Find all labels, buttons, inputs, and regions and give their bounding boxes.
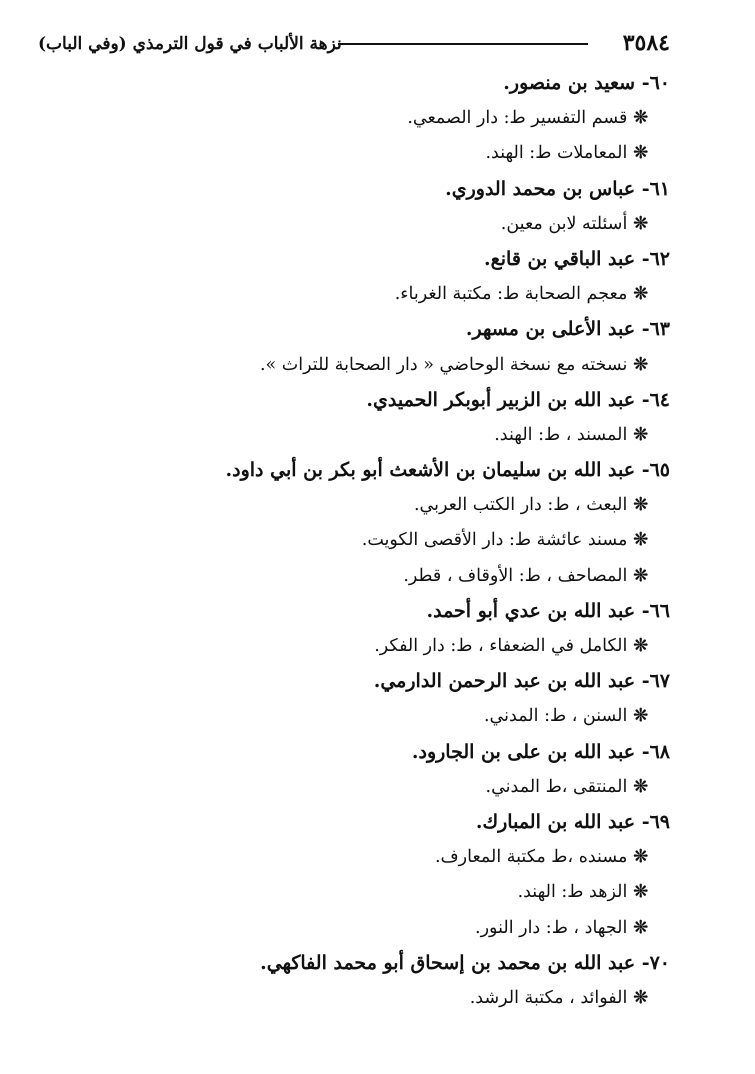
bullet-star-icon: ❊ [633,565,648,586]
book-title: الفوائد ، مكتبة الرشد. [469,987,628,1008]
book-title: نسخته مع نسخة الوحاضي « دار الصحابة للتراث ». [259,354,628,375]
author-entry [38,172,670,207]
page-header [38,28,670,62]
book-item [38,348,670,383]
entry-number: ٦٠- [641,72,670,94]
book-title: مسنده ،ط مكتبة المعارف. [434,847,628,868]
book-title: مسند عائشة ط: دار الأقصى الكويت. [361,530,628,551]
book-item [38,875,670,910]
entry-number: ٦٥- [641,459,670,482]
author-entry [38,664,670,699]
book-title: السنن ، ط: المدني. [483,706,628,727]
bullet-star-icon: ❊ [633,213,648,234]
author-entry [38,805,670,840]
book-item [38,911,670,946]
bullet-star-icon: ❊ [633,987,648,1008]
book-title: أسئلته لابن معين. [500,213,628,234]
header-rule [338,43,588,45]
book-title: الزهد ط: الهند. [517,882,628,903]
bullet-star-icon: ❊ [633,530,648,551]
bullet-star-icon: ❊ [633,917,648,938]
bullet-star-icon: ❊ [633,636,648,656]
author-name: عبد الله بن عبد الرحمن الدارمي. [373,670,636,693]
book-item [38,629,670,664]
book-title: الكامل في الضعفاء ، ط: دار الفكر. [374,636,628,656]
author-name: عبد الله بن محمد بن إسحاق أبو محمد الفاكهي. [260,951,636,974]
book-title: قسم التفسير ط: دار الصمعي. [407,108,628,129]
book-item [38,101,670,136]
entry-number: ٦٤- [641,388,670,411]
entry-number: ٦٨- [641,740,670,763]
author-name: عبد الله بن المبارك. [475,810,636,833]
bullet-star-icon: ❊ [633,108,648,129]
entry-number: ٦٩- [641,810,670,833]
author-name: عبد الله بن سليمان بن الأشعث أبو بكر بن أبي داود. [225,459,636,482]
author-name: عباس بن محمد الدوري. [445,177,636,200]
bullet-star-icon: ❊ [633,284,648,305]
book-item [38,559,670,594]
author-entry [38,242,670,277]
book-item [38,277,670,312]
entry-number: ٦٢- [641,247,670,270]
bullet-star-icon: ❊ [633,882,648,903]
bullet-star-icon: ❊ [633,354,648,375]
book-item [38,136,670,171]
book-item [38,981,670,1016]
book-title: معجم الصحابة ط: مكتبة الغرباء. [394,284,628,305]
book-item [38,418,670,453]
book-title: البعث ، ط: دار الكتب العربي. [413,495,628,516]
author-name: عبد الله بن الزبير أبوبكر الحميدي. [366,388,636,411]
author-entry [38,453,670,488]
bullet-star-icon: ❊ [633,706,648,727]
entry-number: ٦١- [641,177,670,200]
entry-number: ٦٦- [641,599,670,622]
entry-number: ٦٧- [641,670,670,693]
author-entry [38,66,670,101]
author-entry [38,312,670,347]
book-item [38,840,670,875]
running-title: نزهة الألباب في قول الترمذي (وفي الباب) [38,34,342,54]
author-entry [38,594,670,629]
book-item [38,207,670,242]
author-entry [38,383,670,418]
author-entry [38,946,670,981]
bullet-star-icon: ❊ [633,424,648,445]
entry-number: ٧٠- [641,951,670,974]
author-name: عبد الباقي بن قانع. [484,247,636,270]
author-name: عبد الله بن عدي أبو أحمد. [426,599,636,622]
bullet-star-icon: ❊ [633,847,648,868]
author-name: سعيد بن منصور. [503,72,636,94]
book-title: الجهاد ، ط: دار النور. [475,917,628,938]
book-title: المعاملات ط: الهند. [485,143,628,164]
book-title: المنتقى ،ط المدني. [485,776,628,797]
bullet-star-icon: ❊ [633,495,648,516]
entry-list [38,66,670,1016]
book-item [38,488,670,523]
page-number: ٣٥٨٤ [622,30,670,56]
author-name: عبد الله بن على بن الجارود. [411,740,636,763]
book-title: المسند ، ط: الهند. [494,424,628,445]
author-entry [38,735,670,770]
bullet-star-icon: ❊ [633,143,648,164]
book-item [38,523,670,558]
entry-number: ٦٣- [641,318,670,341]
book-item [38,699,670,734]
bullet-star-icon: ❊ [633,776,648,797]
book-item [38,770,670,805]
book-title: المصاحف ، ط: الأوقاف ، قطر. [403,565,628,586]
author-name: عبد الأعلى بن مسهر. [465,318,636,341]
